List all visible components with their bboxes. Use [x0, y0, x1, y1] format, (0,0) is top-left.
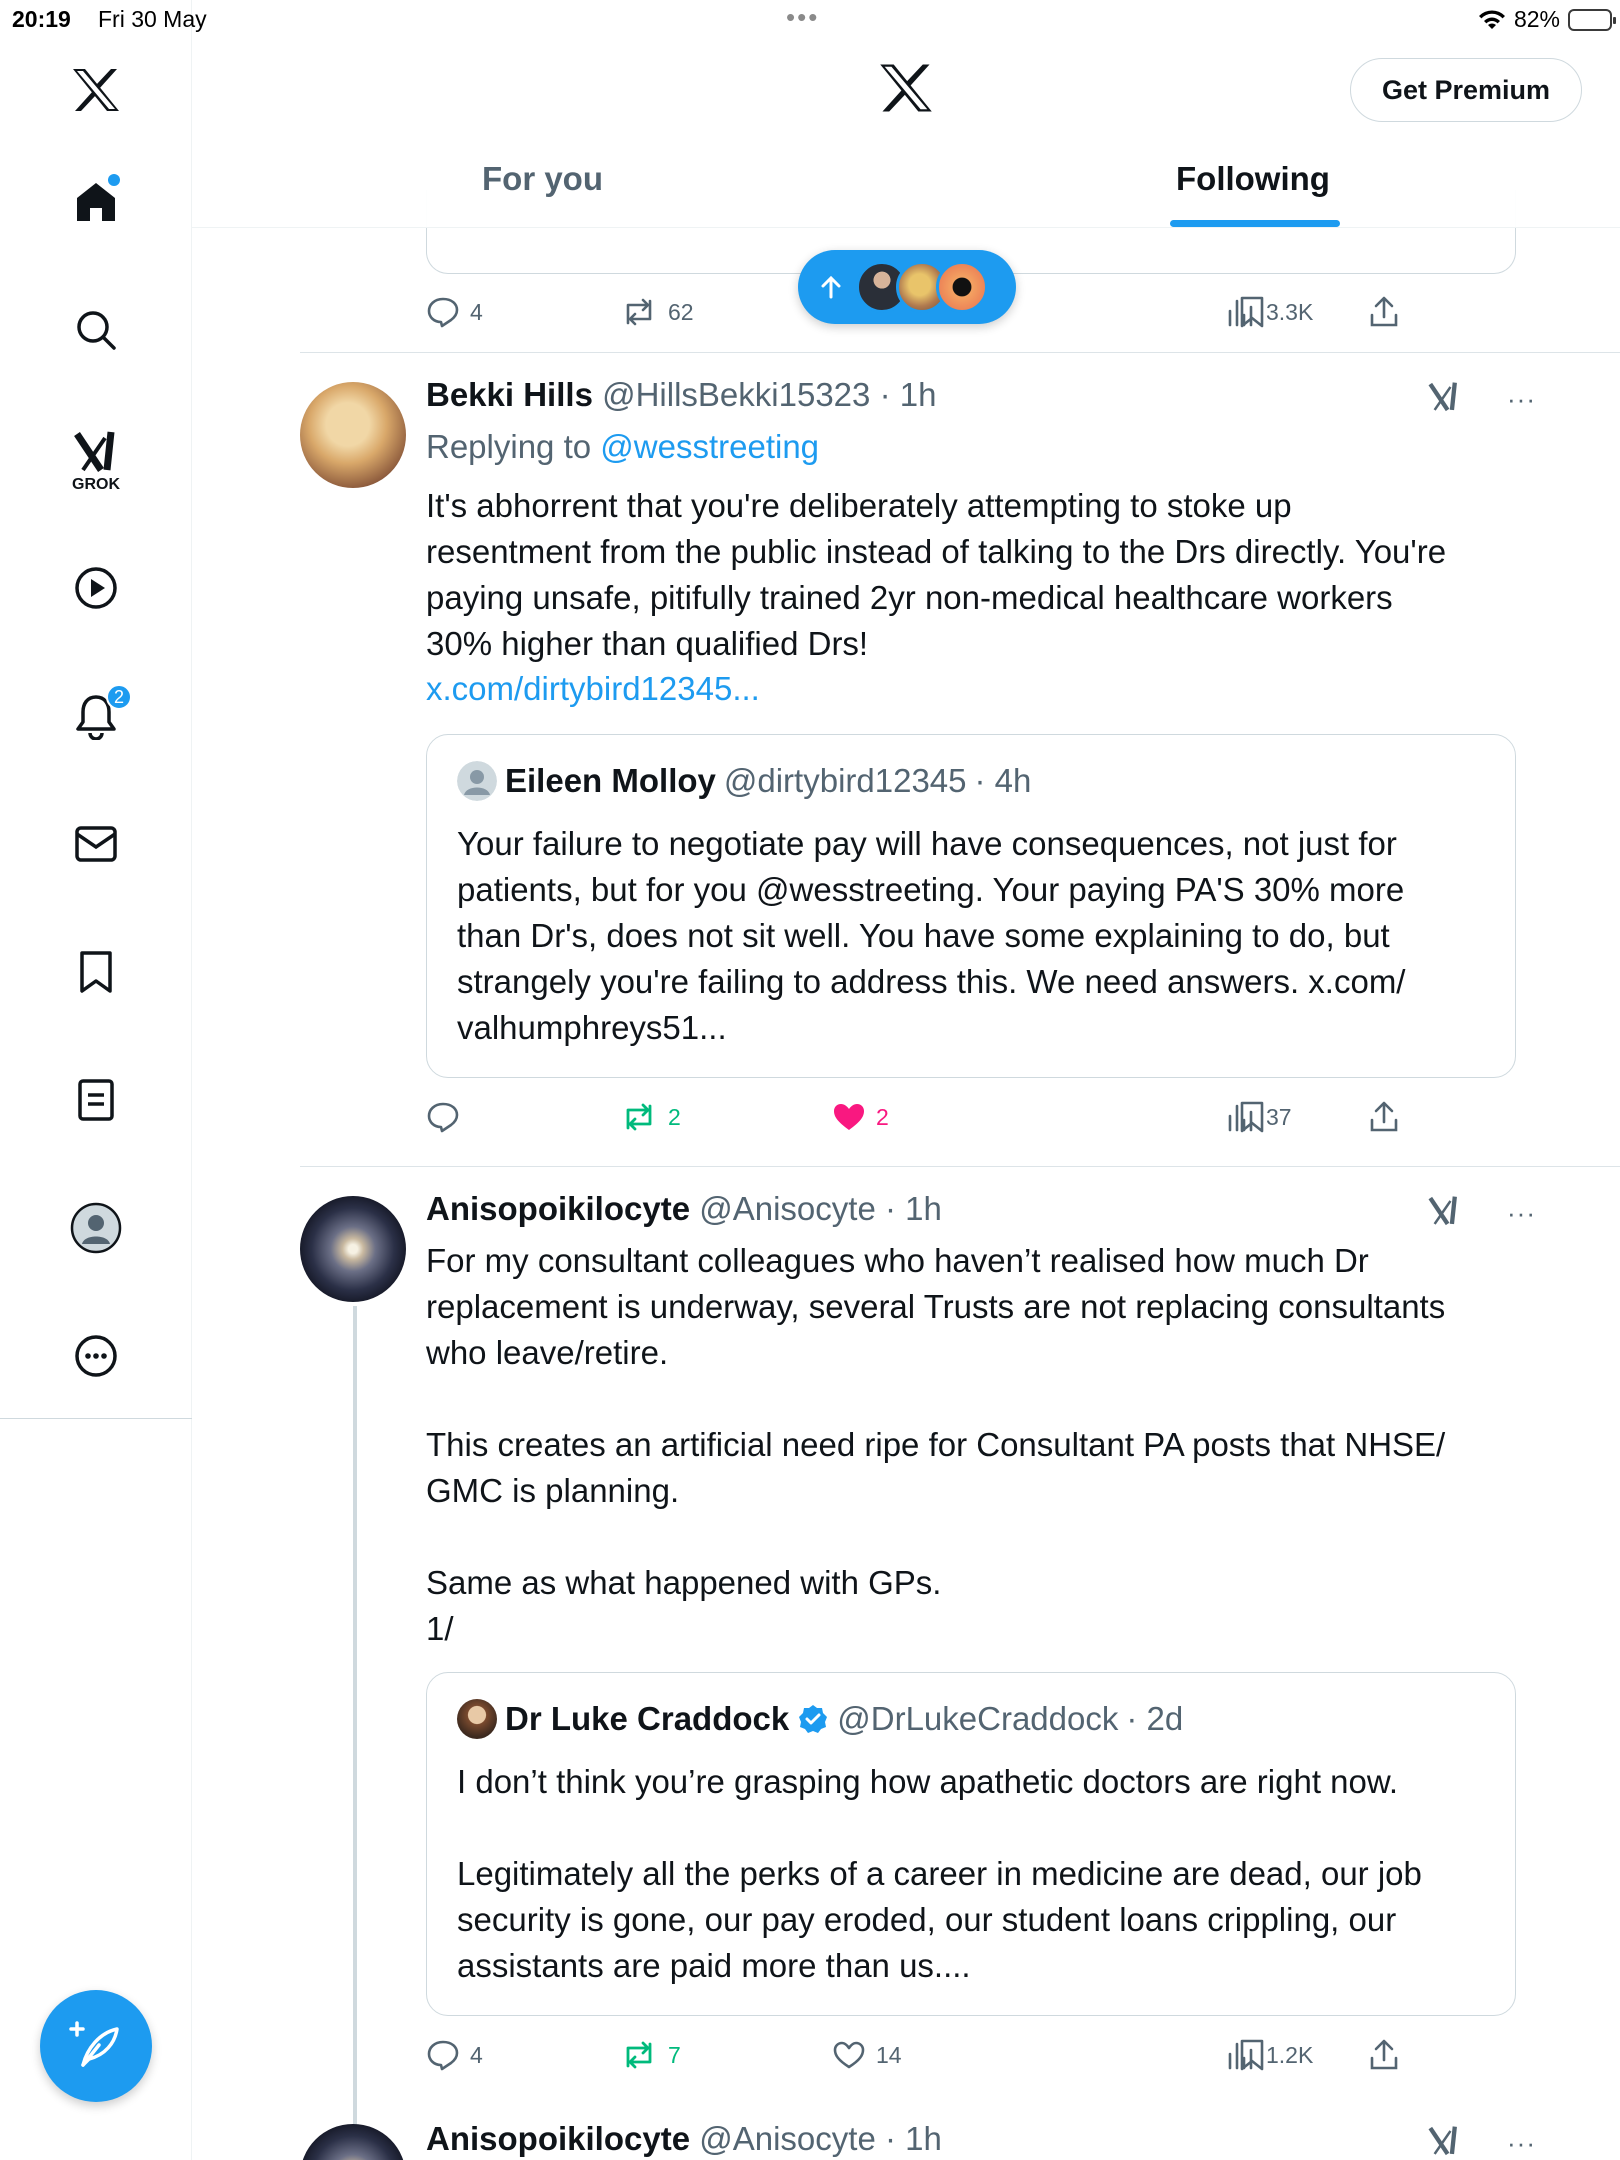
status-time: 20:19 [12, 6, 71, 32]
new-posts-avatars [856, 261, 988, 313]
reply-button[interactable] [426, 289, 483, 335]
reply-icon [426, 2039, 460, 2071]
avatar[interactable] [300, 1196, 406, 1302]
share-icon [1368, 295, 1400, 329]
tweet-time[interactable]: · 1h [884, 1190, 942, 1227]
wifi-icon [1478, 9, 1506, 31]
compose-feather-icon [69, 2019, 123, 2073]
new-post-avatar [936, 261, 988, 313]
repost-count: 2 [668, 1103, 681, 1130]
tweet-time[interactable]: · 1h [879, 376, 937, 413]
grok-icon[interactable] [66, 422, 126, 482]
bookmark-icon [1238, 2038, 1266, 2072]
bookmark-button[interactable] [1238, 2032, 1266, 2078]
like-count: 14 [876, 2041, 902, 2068]
tweet-link[interactable]: x.com/dirtybird12345... [426, 670, 760, 707]
replying-prefix: Replying to [426, 428, 592, 465]
views-count: 1.2K [1266, 2041, 1314, 2068]
tweet-separator [300, 352, 1620, 353]
quote-text: Your failure to negotiate pay will have consequences, not just for patients, but for you @wesstreeting. Your paying PA'S 30% more than Dr's, does not sit well. You have some explaining to do, but strangely you're failing to address this. We need answers. x.com/ valhumphreys51... [457, 825, 1406, 1046]
more-options-icon[interactable]: ··· [1507, 1197, 1536, 1228]
reply-count: 4 [470, 298, 483, 325]
new-posts-pill[interactable] [798, 250, 1016, 324]
battery-percent: 82% [1513, 6, 1560, 32]
home-icon[interactable] [66, 172, 126, 232]
tweet-header [426, 376, 936, 414]
like-button[interactable] [832, 2032, 902, 2078]
views-count: 37 [1266, 1103, 1292, 1130]
bookmark-button[interactable] [1238, 289, 1266, 335]
quote-text: I don’t think you’re grasping how apathetic doctors are right now. Legitimately all the perks of a career in medicine are dead, our job security is gone, our pay eroded, our student loans crippling, our assistants are paid more than us.... [457, 1763, 1422, 1984]
more-options-icon[interactable]: ··· [1507, 383, 1536, 414]
tweet-header [426, 2120, 942, 2158]
share-button[interactable] [1368, 1094, 1400, 1140]
views-count: 3.3K [1266, 298, 1314, 325]
repost-icon [620, 2040, 658, 2070]
repost-count: 62 [668, 298, 694, 325]
grok-tweet-icon[interactable] [1426, 1193, 1462, 1234]
tweet-header [426, 1190, 942, 1228]
author-name[interactable]: Anisopoikilocyte [426, 2120, 691, 2157]
home-new-dot [108, 174, 120, 186]
status-right [1478, 6, 1612, 33]
like-button[interactable] [832, 1094, 889, 1140]
quote-time: · 4h [974, 762, 1032, 799]
timeline-feed [192, 0, 1620, 2160]
quote-tweet-card[interactable] [426, 1672, 1516, 2016]
bookmarks-icon[interactable] [66, 942, 126, 1002]
quote-avatar [457, 1699, 497, 1739]
repost-count: 7 [668, 2041, 681, 2068]
tab-for-you[interactable]: For you [482, 160, 603, 197]
tweet-separator [300, 1166, 1620, 1167]
avatar[interactable] [300, 2124, 406, 2160]
tweet-top-icons [1426, 1190, 1536, 1236]
arrow-up-icon [820, 275, 842, 299]
reply-icon [426, 1101, 460, 1133]
tab-following[interactable]: Following [1176, 160, 1330, 197]
verified-badge-icon [797, 1703, 829, 1735]
x-header-logo-icon [878, 62, 934, 119]
search-icon[interactable] [66, 300, 126, 360]
reply-button[interactable] [426, 1094, 470, 1140]
reply-icon [426, 296, 460, 328]
author-handle[interactable]: @Anisocyte [699, 1190, 876, 1227]
repost-button[interactable] [620, 289, 694, 335]
heart-filled-icon [832, 1102, 866, 1132]
repost-button[interactable] [620, 2032, 681, 2078]
get-premium-button[interactable]: Get Premium [1350, 58, 1582, 122]
repost-button[interactable] [620, 1094, 681, 1140]
author-handle[interactable]: @Anisocyte [699, 2120, 876, 2157]
bookmark-icon [1238, 1100, 1266, 1134]
bookmark-button[interactable] [1238, 1094, 1266, 1140]
grok-tweet-icon[interactable] [1426, 2123, 1462, 2160]
share-button[interactable] [1368, 2032, 1400, 2078]
battery-icon [1568, 9, 1612, 31]
repost-icon [620, 1102, 658, 1132]
share-icon [1368, 1100, 1400, 1134]
bookmark-icon [1238, 295, 1266, 329]
messages-icon[interactable] [66, 814, 126, 874]
tweet-text: For my consultant colleagues who haven’t realised how much Dr replacement is underway, several Trusts are not replacing consultants who leave/retire. This creates an artificial need ripe for Consultant PA posts that NHSE/ GMC is planning. Same as what happened with GPs. 1/ [426, 1242, 1446, 1647]
replying-to-link[interactable]: @wesstreeting [600, 428, 820, 465]
repost-icon [620, 297, 658, 327]
tweet-top-icons [1426, 2120, 1536, 2160]
quote-header [457, 761, 1031, 801]
quote-tweet-card[interactable] [426, 734, 1516, 1078]
author-name[interactable]: Bekki Hills [426, 376, 593, 413]
quote-author-name: Eileen Molloy [505, 762, 716, 799]
share-button[interactable] [1368, 289, 1400, 335]
quote-time: · 2d [1126, 1700, 1184, 1737]
more-menu-icon[interactable] [66, 1326, 126, 1386]
more-options-icon[interactable]: ··· [1507, 2127, 1536, 2158]
author-handle[interactable]: @HillsBekki15323 [602, 376, 871, 413]
multitasking-dots-icon[interactable]: ••• [786, 2, 820, 32]
quote-author-handle: @DrLukeCraddock [837, 1700, 1119, 1737]
tweet-actions [426, 1094, 1426, 1140]
status-bar [0, 0, 1620, 40]
quote-header [457, 1699, 1183, 1739]
heart-icon [832, 2040, 866, 2070]
notifications-badge: 2 [106, 684, 132, 710]
grok-tweet-icon[interactable] [1426, 379, 1462, 420]
active-tab-indicator [1170, 220, 1340, 227]
reply-button[interactable] [426, 2032, 483, 2078]
reply-count: 4 [470, 2041, 483, 2068]
tweet-top-icons [1426, 376, 1536, 422]
thread-line [353, 1306, 357, 2126]
tweet-actions [426, 2032, 1426, 2078]
sidebar [0, 0, 192, 2160]
quote-avatar [457, 761, 497, 801]
tweet-text: It's abhorrent that you're deliberately attempting to stoke up resentment from the public instead of talking to the Drs directly. You're paying unsafe, pitifully trained 2yr non-medical healthcare workers 30% higher than qualified Drs! [426, 487, 1447, 662]
video-icon[interactable] [66, 558, 126, 618]
notifications-icon[interactable] [66, 686, 126, 746]
share-icon [1368, 2038, 1400, 2072]
tweet-time[interactable]: · 1h [884, 2120, 942, 2157]
status-date: Fri 30 May [98, 6, 207, 32]
sidebar-divider [0, 1418, 192, 1419]
avatar[interactable] [300, 382, 406, 488]
x-logo-icon[interactable] [66, 60, 126, 120]
grok-label: GROK [72, 476, 120, 493]
author-name[interactable]: Anisopoikilocyte [426, 1190, 691, 1227]
profile-avatar-icon[interactable] [66, 1198, 126, 1258]
quote-author-name: Dr Luke Craddock [505, 1700, 790, 1737]
lists-icon[interactable] [66, 1070, 126, 1130]
compose-post-button[interactable] [40, 1990, 152, 2102]
like-count: 2 [876, 1103, 889, 1130]
replying-to [426, 428, 819, 466]
quote-author-handle: @dirtybird12345 [723, 762, 967, 799]
